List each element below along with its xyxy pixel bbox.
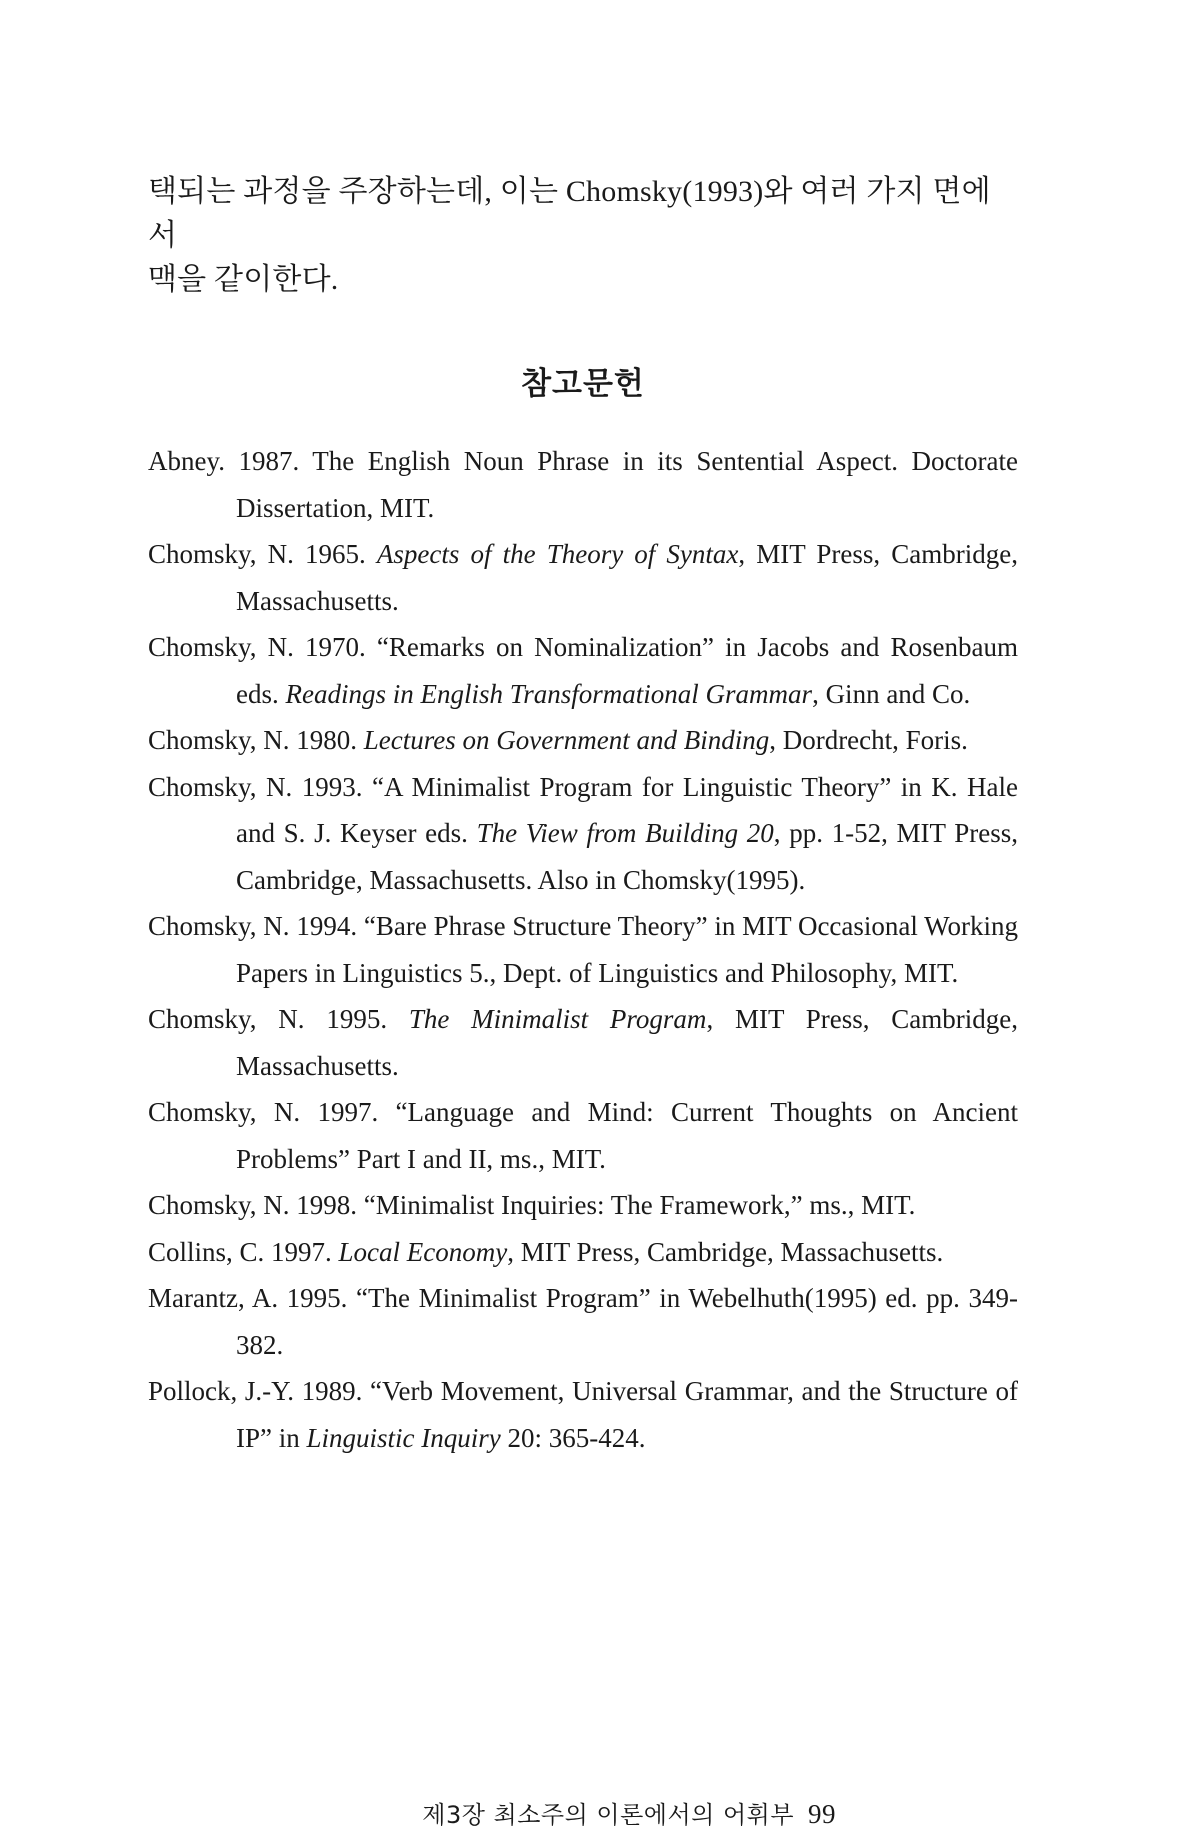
reference-item: Chomsky, N. 1965. Aspects of the Theory of Syntax, MIT Press, Cambridge, Massachusetts. <box>148 539 1018 616</box>
reference-item: Chomsky, N. 1998. “Minimalist Inquiries: The Framework,” ms., MIT. <box>148 1190 916 1220</box>
reference-item: Chomsky, N. 1994. “Bare Phrase Structure Theory” in MIT Occasional Working Papers in Linguistics 5., Dept. of Linguistics and Philosophy, MIT. <box>148 911 1018 988</box>
reference-item: Abney. 1987. The English Noun Phrase in its Sentential Aspect. Doctorate Dissertation, MIT. <box>148 446 1018 523</box>
reference-list <box>148 438 1018 1461</box>
reference-item: Pollock, J.-Y. 1989. “Verb Movement, Universal Grammar, and the Structure of IP” in Linguistic Inquiry 20: 365-424. <box>148 1376 1018 1453</box>
chapter-running-head: 제3장 최소주의 이론에서의 어휘부 <box>422 1801 794 1829</box>
reference-item: Marantz, A. 1995. “The Minimalist Program” in Webelhuth(1995) ed. pp. 349-382. <box>148 1283 1018 1360</box>
intro-line-1: 택되는 과정을 주장하는데, 이는 Chomsky(1993)와 여러 가지 면에서 <box>148 175 991 252</box>
intro-paragraph <box>148 170 1018 302</box>
reference-item: Chomsky, N. 1970. “Remarks on Nominalization” in Jacobs and Rosenbaum eds. Readings in English Transformational Grammar, Ginn and Co. <box>148 632 1018 709</box>
reference-item: Chomsky, N. 1995. The Minimalist Program, MIT Press, Cambridge, Massachusetts. <box>148 1004 1019 1081</box>
section-title: 참고문헌 <box>521 366 645 402</box>
reference-item: Chomsky, N. 1997. “Language and Mind: Current Thoughts on Ancient Problems” Part I and II, ms., MIT. <box>148 1097 1018 1174</box>
intro-line-2: 맥을 같이한다. <box>148 263 339 296</box>
page-footer <box>422 1795 836 1830</box>
reference-item: Chomsky, N. 1993. “A Minimalist Program for Linguistic Theory” in K. Hale and S. J. Keyser eds. The View from Building 20, pp. 1-52, MIT Press, Cambridge, Massachusetts. Also in Chomsky(1995). <box>148 771 1018 895</box>
reference-item: Collins, C. 1997. Local Economy, MIT Press, Cambridge, Massachusetts. <box>148 1236 944 1267</box>
book-page <box>148 170 1019 1829</box>
page-number: 99 <box>808 1799 836 1829</box>
reference-item: Chomsky, N. 1980. Lectures on Government and Binding, Dordrecht, Foris. <box>148 725 968 755</box>
